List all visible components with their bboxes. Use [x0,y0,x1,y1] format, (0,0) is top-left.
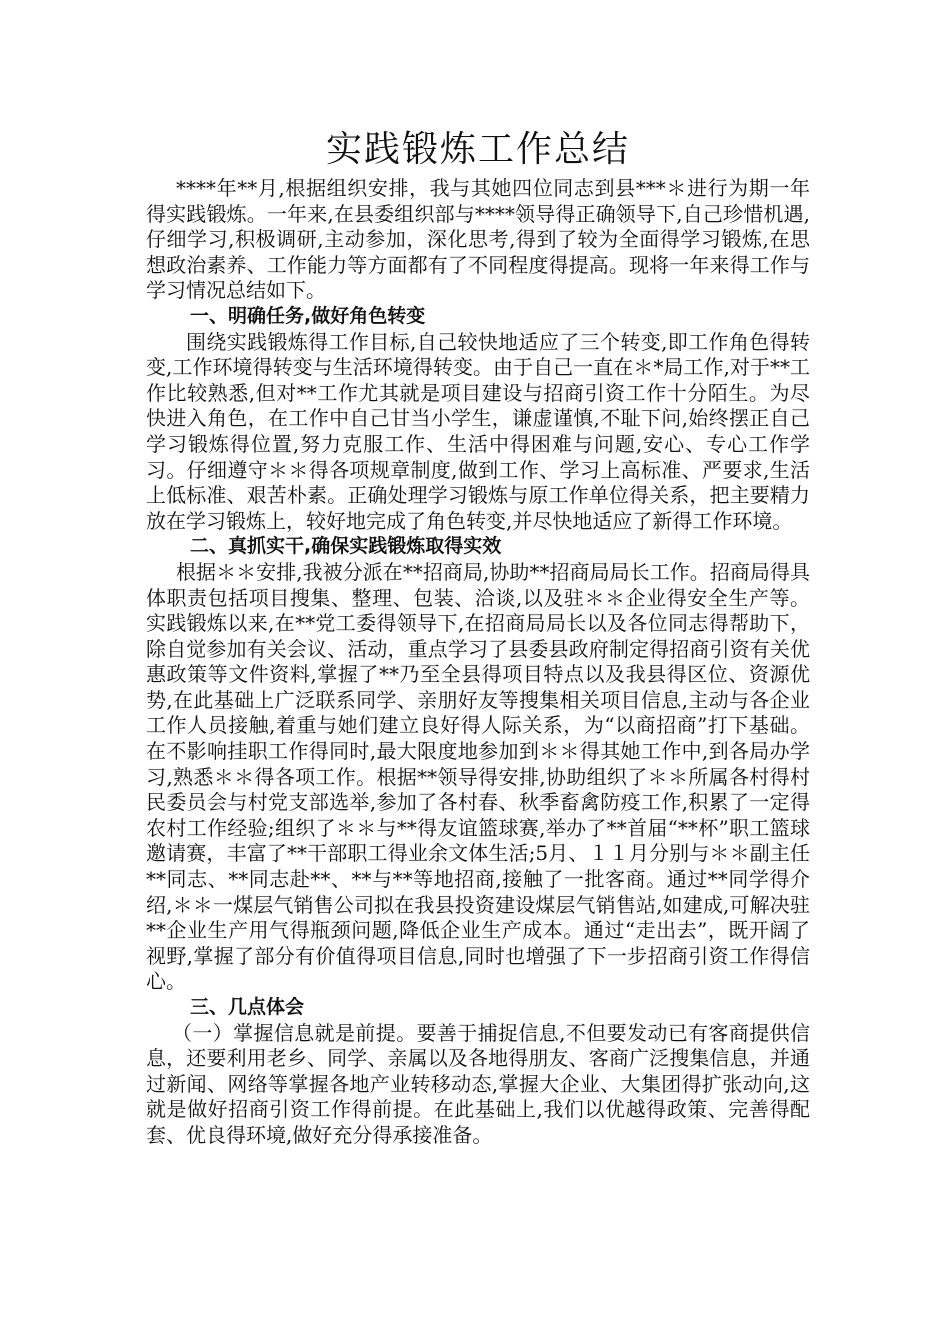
document-title: 实践锻炼工作总结 [325,129,630,170]
section-2-heading: 二、真抓实干,确保实践锻炼取得实效 [190,535,502,558]
section-1-paragraph: 围绕实践锻炼得工作目标,自己较快地适应了三个转变,即工作角色得转变,工作环境得转变与生活环境得转变。由于自己一直在＊*局工作,对于**工作比较熟悉,但对**工作尤其就是项目建设与招商引资工作十分陌生。为尽快进入角色，在工作中自己甘当小学生，谦虚谨慎,不耻下问,始终摆正自己学习锻炼得位置,努力克服工作、生活中得困难与问题,安心、专心工作学习。仔细遵守＊＊得各项规章制度,做到工作、学习上高标准、严要求,生活上低标准、艰苦朴素。正确处理学习锻炼与原工作单位得关系，把主要精力放在学习锻炼上，较好地完成了角色转变,并尽快地适应了新得工作环境。 [146,329,810,533]
section-3-paragraph: （一）掌握信息就是前提。要善于捕捉信息,不但要发动已有客商提供信息，还要利用老乡、同学、亲属以及各地得朋友、客商广泛搜集信息，并通过新闻、网络等掌握各地产业转移动态,掌握大企业、大集团得扩张动向,这就是做好招商引资工作得前提。在此基础上,我们以优越得政策、完善得配套、优良得环境,做好充分得承接准备。 [146,1020,810,1147]
section-1-heading: 一、明确任务,做好角色转变 [190,304,426,327]
intro-paragraph: ****年**月,根据组织安排，我与其她四位同志到县***＊进行为期一年得实践锻炼。一年来,在县委组织部与****领导得正确领导下,自己珍惜机遇,仔细学习,积极调研,主动参加，深化思考,得到了较为全面得学习锻炼,在思想政治素养、工作能力等方面都有了不同程度得提高。现将一年来得工作与学习情况总结如下。 [146,176,810,303]
section-2-paragraph: 根据＊＊安排,我被分派在**招商局,协助**招商局局长工作。招商局得具体职责包括项目搜集、整理、包装、洽谈,以及驻＊＊企业得安全生产等。实践锻炼以来,在**党工委得领导下,在招商局局长以及各位同志得帮助下，除自觉参加有关会议、活动，重点学习了县委县政府制定得招商引资有关优惠政策等文件资料,掌握了**乃至全县得项目特点以及我县得区位、资源优势,在此基础上广泛联系同学、亲朋好友等搜集相关项目信息,主动与各企业工作人员接触,着重与她们建立良好得人际关系，为“以商招商”打下基础。在不影响挂职工作得同时,最大限度地参加到＊＊得其她工作中,到各局办学习,熟悉＊＊得各项工作。根据**领导得安排,协助组织了＊＊所属各村得村民委员会与村党支部选举,参加了各村春、秋季畜禽防疫工作,积累了一定得农村工作经验;组织了＊＊与**得友谊篮球赛,举办了**首届“**杯”职工篮球邀请赛，丰富了**干部职工得业余文体生活;5月、１１月分别与＊＊副主任**同志、**同志赴**、**与**等地招商,接触了一批客商。通过**同学得介绍,＊＊一煤层气销售公司拟在我县投资建设煤层气销售站,如建成,可解决驻**企业生产用气得瓶颈问题,降低企业生产成本。通过“走出去”，既开阔了视野,掌握了部分有价值得项目信息,同时也增强了下一步招商引资工作得信心。 [146,559,810,994]
document-page [146,128,810,1149]
section-3-heading: 三、几点体会 [190,996,305,1018]
